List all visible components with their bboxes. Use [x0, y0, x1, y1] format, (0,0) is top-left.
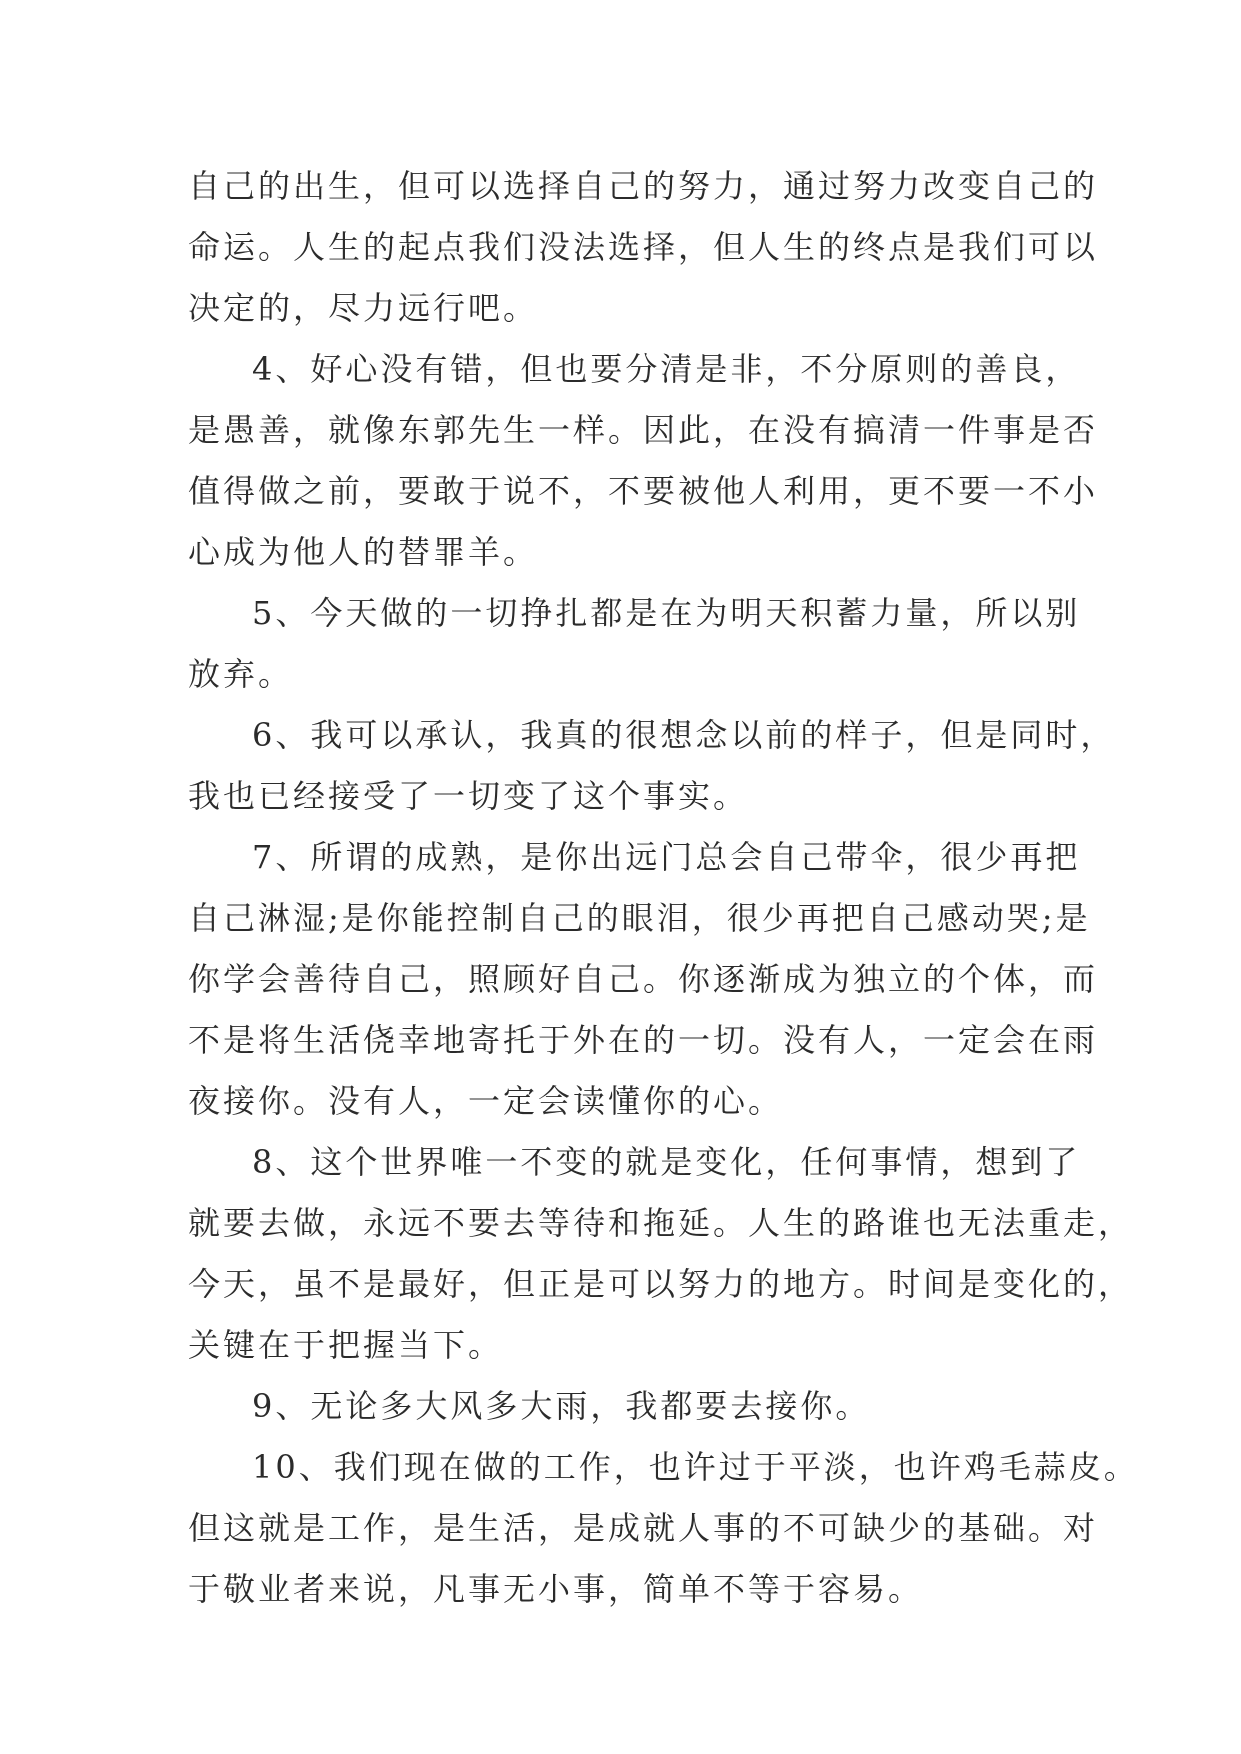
text-line: 命运。人生的起点我们没法选择，但人生的终点是我们可以: [188, 228, 1099, 266]
text-line: 今天，虽不是最好，但正是可以努力的地方。时间是变化的，: [188, 1265, 1134, 1303]
text-line: 自己淋湿;是你能控制自己的眼泪，很少再把自己感动哭;是: [188, 899, 1091, 937]
text-line: 不是将生活侥幸地寄托于外在的一切。没有人，一定会在雨: [188, 1021, 1099, 1059]
text-line: 5、今天做的一切挣扎都是在为明天积蓄力量，所以别: [252, 594, 1081, 632]
text-line: 是愚善，就像东郭先生一样。因此，在没有搞清一件事是否: [188, 411, 1099, 449]
text-line: 夜接你。没有人，一定会读懂你的心。: [188, 1082, 784, 1120]
text-line: 6、我可以承认，我真的很想念以前的样子，但是同时，: [252, 716, 1116, 754]
text-line: 9、无论多大风多大雨，我都要去接你。: [252, 1387, 871, 1425]
text-line: 心成为他人的替罪羊。: [188, 533, 539, 571]
text-line: 你学会善待自己，照顾好自己。你逐渐成为独立的个体，而: [188, 960, 1099, 998]
text-line: 8、这个世界唯一不变的就是变化，任何事情，想到了: [252, 1143, 1081, 1181]
text-line: 值得做之前，要敢于说不，不要被他人利用，更不要一不小: [188, 472, 1099, 510]
text-line: 于敬业者来说，凡事无小事，简单不等于容易。: [188, 1570, 924, 1608]
text-line: 10、我们现在做的工作，也许过于平淡，也许鸡毛蒜皮。: [252, 1448, 1139, 1486]
text-line: 7、所谓的成熟，是你出远门总会自己带伞，很少再把: [252, 838, 1081, 876]
text-line: 4、好心没有错，但也要分清是非，不分原则的善良，: [252, 350, 1081, 388]
text-line: 决定的，尽力远行吧。: [188, 289, 539, 327]
text-line: 就要去做，永远不要去等待和拖延。人生的路谁也无法重走，: [188, 1204, 1134, 1242]
text-line: 自己的出生，但可以选择自己的努力，通过努力改变自己的: [188, 167, 1099, 205]
text-line: 放弃。: [188, 655, 294, 693]
text-line: 我也已经接受了一切变了这个事实。: [188, 777, 749, 815]
text-line: 但这就是工作，是生活，是成就人事的不可缺少的基础。对: [188, 1509, 1099, 1547]
text-line: 关键在于把握当下。: [188, 1326, 504, 1364]
